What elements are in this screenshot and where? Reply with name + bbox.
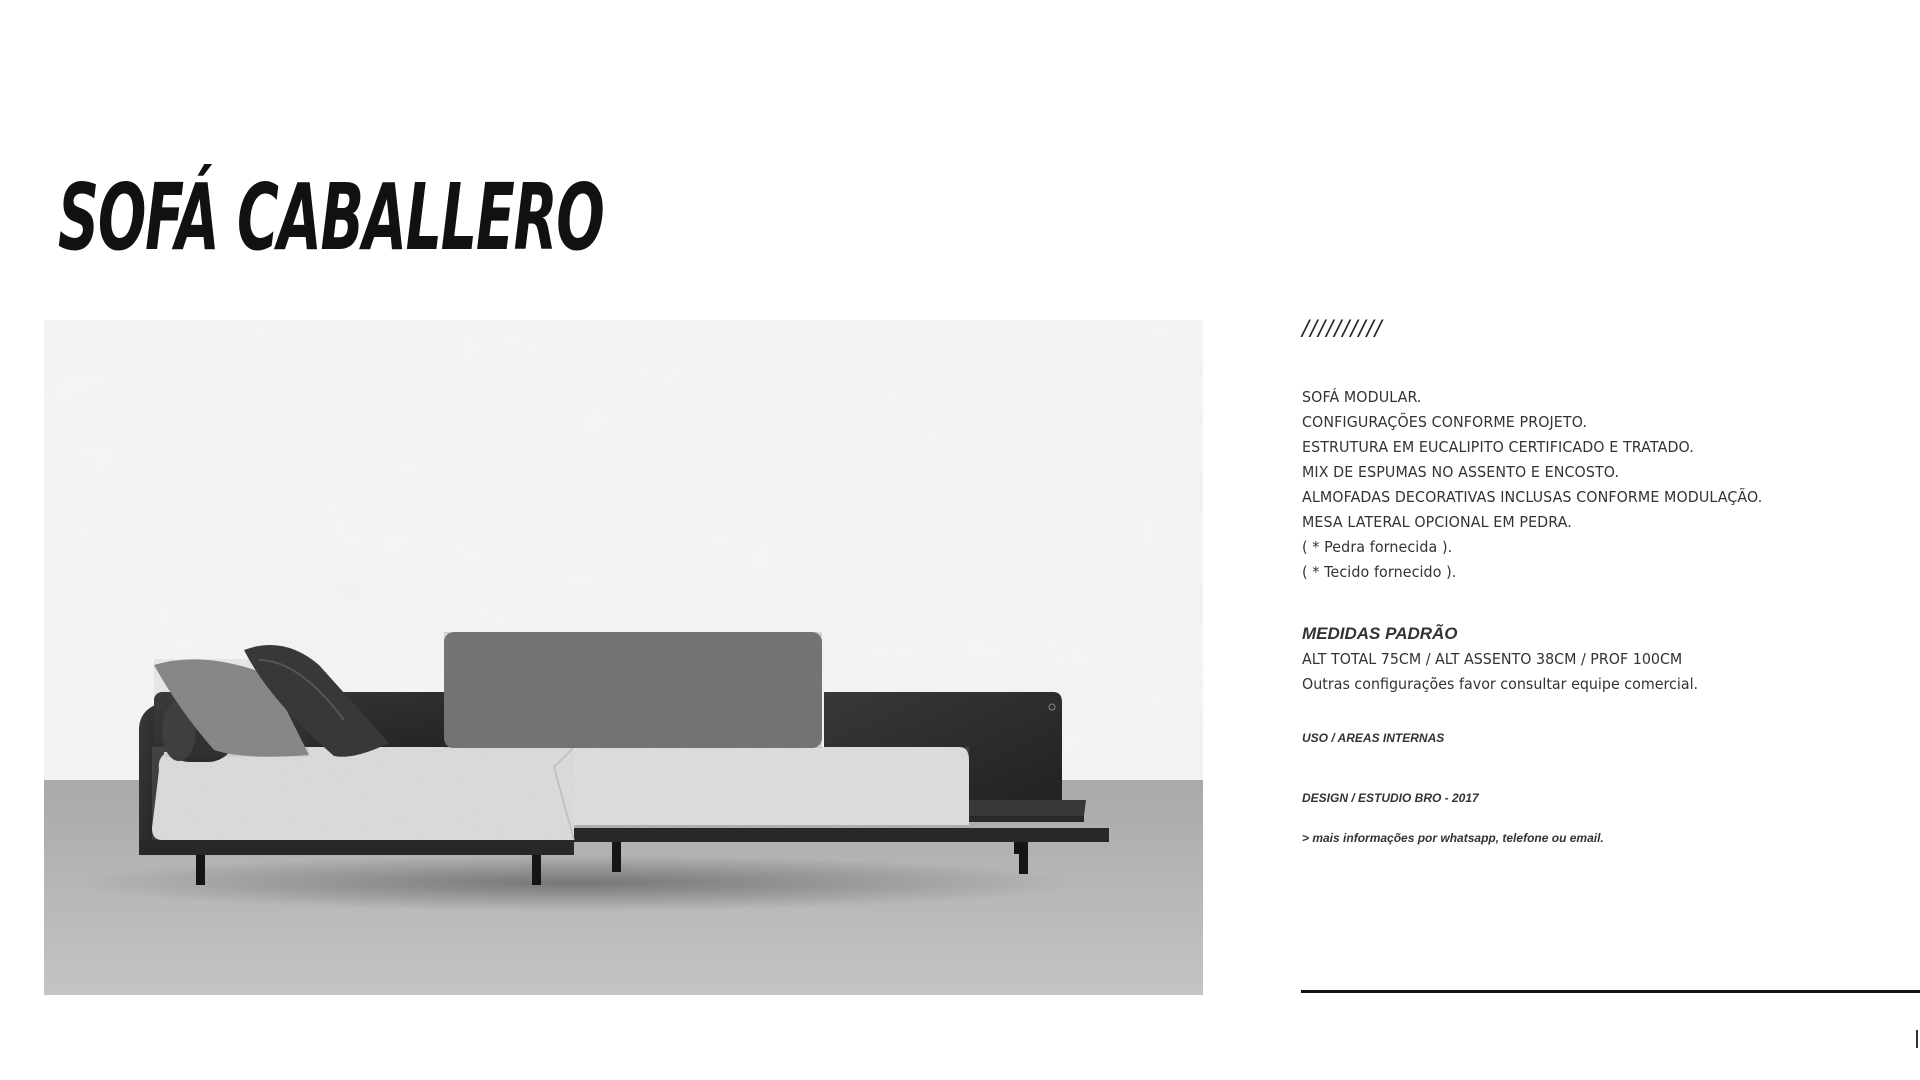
usage-text: USO / AREAS INTERNAS xyxy=(1302,731,1445,745)
description-line: ESTRUTURA EM EUCALIPITO CERTIFICADO E TRATADO. xyxy=(1302,438,1694,456)
description-line: MESA LATERAL OPCIONAL EM PEDRA. xyxy=(1302,513,1572,531)
description-line: ( * Pedra fornecida ). xyxy=(1302,538,1453,556)
design-credit: DESIGN / ESTUDIO BRO - 2017 xyxy=(1302,791,1479,805)
measures-heading: MEDIDAS PADRÃO xyxy=(1302,624,1458,643)
measures-values: ALT TOTAL 75CM / ALT ASSENTO 38CM / PROF 100CM xyxy=(1302,650,1683,668)
edge-marker xyxy=(1916,1030,1918,1048)
divider-line xyxy=(1301,990,1920,993)
description-line: ALMOFADAS DECORATIVAS INCLUSAS CONFORME MODULAÇÃO. xyxy=(1302,488,1763,506)
product-photo xyxy=(44,320,1203,995)
more-info-link[interactable]: > mais informações por whatsapp, telefone ou email. xyxy=(1302,831,1604,845)
description-line: MIX DE ESPUMAS NO ASSENTO E ENCOSTO. xyxy=(1302,463,1620,481)
description-line: CONFIGURAÇÕES CONFORME PROJETO. xyxy=(1302,413,1588,431)
measures-note: Outras configurações favor consultar equipe comercial. xyxy=(1302,675,1699,693)
description-line: ( * Tecido fornecido ). xyxy=(1302,563,1457,581)
decorative-slashes: ////////// xyxy=(1302,316,1383,340)
page-title: SOFÁ CABALLERO xyxy=(58,164,604,271)
description-line: SOFÁ MODULAR. xyxy=(1302,388,1422,406)
description-list xyxy=(1302,385,1802,585)
